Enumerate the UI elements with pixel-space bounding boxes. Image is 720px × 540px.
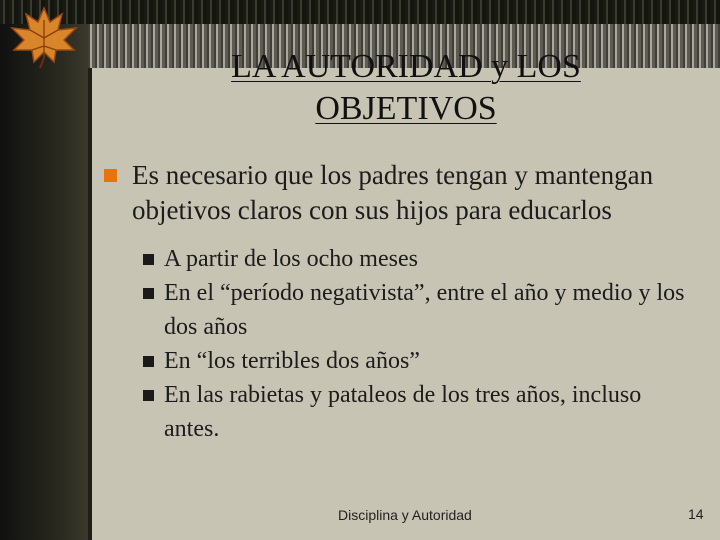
sub-bullet-list [140,242,702,446]
slide-footer: Disciplina y Autoridad [338,507,472,523]
main-bullet-text: Es necesario que los padres tengan y mantengan objetivos claros con sus hijos para educarlos [132,160,654,225]
sub-bullet-text: A partir de los ocho meses [164,246,418,272]
sub-bullet-text: En el “período negativista”, entre el año y medio y los dos años [164,280,685,340]
main-bullet [102,158,702,228]
slide-content [102,158,702,446]
orange-square-bullet-icon [104,169,117,182]
list-item [140,276,702,344]
square-bullet-icon [143,390,154,401]
left-border [0,0,88,540]
list-item [140,242,702,276]
title-line-2: OBJETIVOS [315,90,497,127]
list-item [140,378,702,446]
square-bullet-icon [143,254,154,265]
square-bullet-icon [143,288,154,299]
list-item [140,344,702,378]
sub-bullet-text: En “los terribles dos años” [164,348,420,374]
top-border [0,0,720,24]
sub-bullet-text: En las rabietas y pataleos de los tres años, incluso antes. [164,382,642,442]
autumn-leaf-icon [0,0,90,70]
slide-title [92,46,720,130]
page-number: 14 [688,506,704,522]
square-bullet-icon [143,356,154,367]
title-line-1: LA AUTORIDAD y LOS [231,48,581,85]
